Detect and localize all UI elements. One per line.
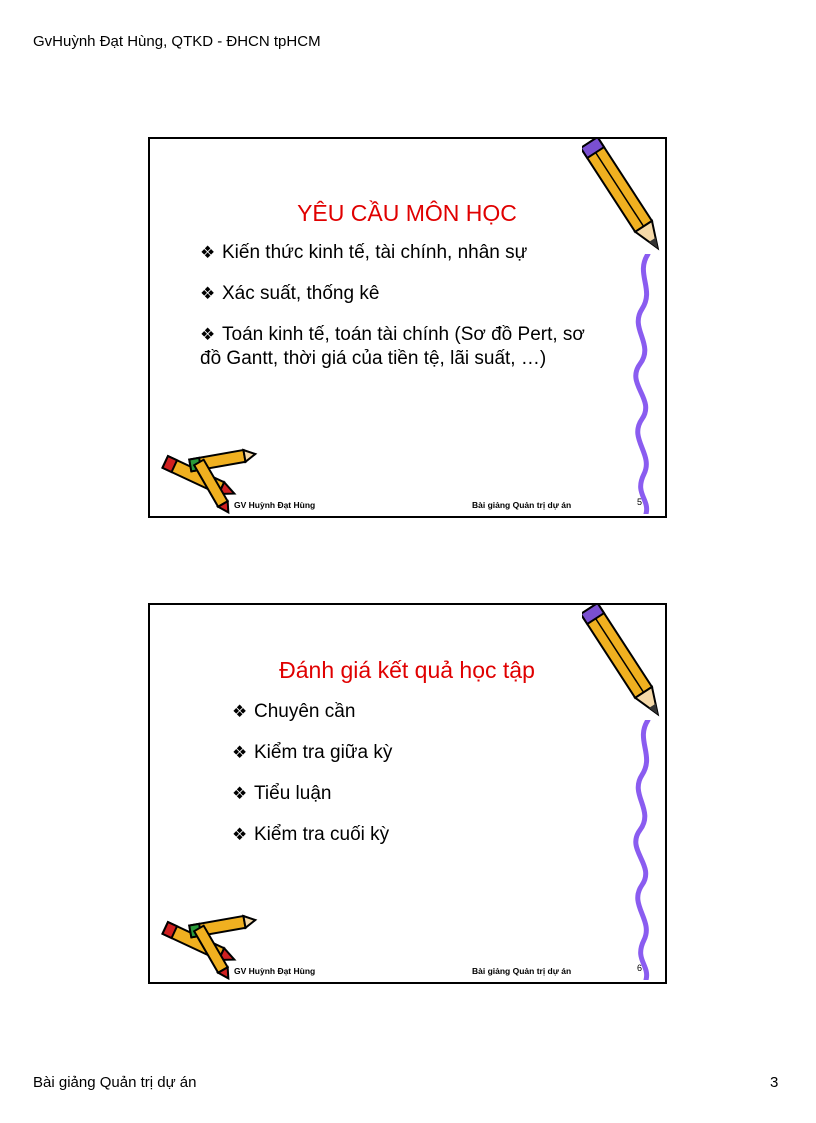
diamond-bullet-icon: ❖ (232, 743, 248, 762)
slide-title: YÊU CẦU MÔN HỌC (297, 200, 517, 226)
slide-number: 6 (637, 963, 643, 973)
crayons-icon (150, 442, 260, 517)
page-header: GvHuỳnh Đạt Hùng, QTKD - ĐHCN tpHCM (33, 33, 321, 50)
slide-footer-author: GV Huỳnh Đạt Hùng (234, 966, 316, 976)
squiggle-line-icon (630, 254, 660, 514)
list-item: ❖ Xác suất, thống kê (200, 283, 380, 304)
slide-footer-course: Bài giảng Quản trị dự án (472, 966, 572, 976)
bullet-list (232, 700, 562, 864)
pencil-icon (582, 605, 667, 730)
page-footer-title: Bài giảng Quản trị dự án (33, 1074, 197, 1091)
slide-number: 5 (637, 497, 643, 507)
diamond-bullet-icon: ❖ (232, 702, 248, 721)
diamond-bullet-icon: ❖ (200, 284, 216, 303)
slide-footer-author: GV Huỳnh Đạt Hùng (234, 500, 316, 510)
slide-5 (148, 137, 667, 518)
diamond-bullet-icon: ❖ (200, 243, 216, 262)
squiggle-line-icon (630, 720, 660, 980)
diamond-bullet-icon: ❖ (232, 825, 248, 844)
diamond-bullet-icon: ❖ (232, 784, 248, 803)
bullet-list (200, 241, 590, 388)
list-item: ❖ Kiến thức kinh tế, tài chính, nhân sự (200, 242, 528, 263)
list-item: ❖ Tiểu luận (232, 783, 332, 804)
diamond-bullet-icon: ❖ (200, 325, 216, 344)
slide-footer-course: Bài giảng Quản trị dự án (472, 500, 572, 510)
page-number: 3 (770, 1074, 779, 1091)
list-item: ❖ Chuyên cần (232, 701, 356, 722)
list-item: ❖ Kiểm tra cuối kỳ (232, 824, 390, 845)
pencil-icon (582, 139, 667, 264)
slide-6 (148, 603, 667, 984)
list-item: ❖ Kiểm tra giữa kỳ (232, 742, 393, 763)
list-item: ❖ Toán kinh tế, toán tài chính (Sơ đồ Pert, sơ đồ Gantt, thời giá của tiền tệ, lãi suất, …) (200, 324, 585, 369)
slide-title: Đánh giá kết quả học tập (279, 657, 535, 683)
crayons-icon (150, 908, 260, 983)
